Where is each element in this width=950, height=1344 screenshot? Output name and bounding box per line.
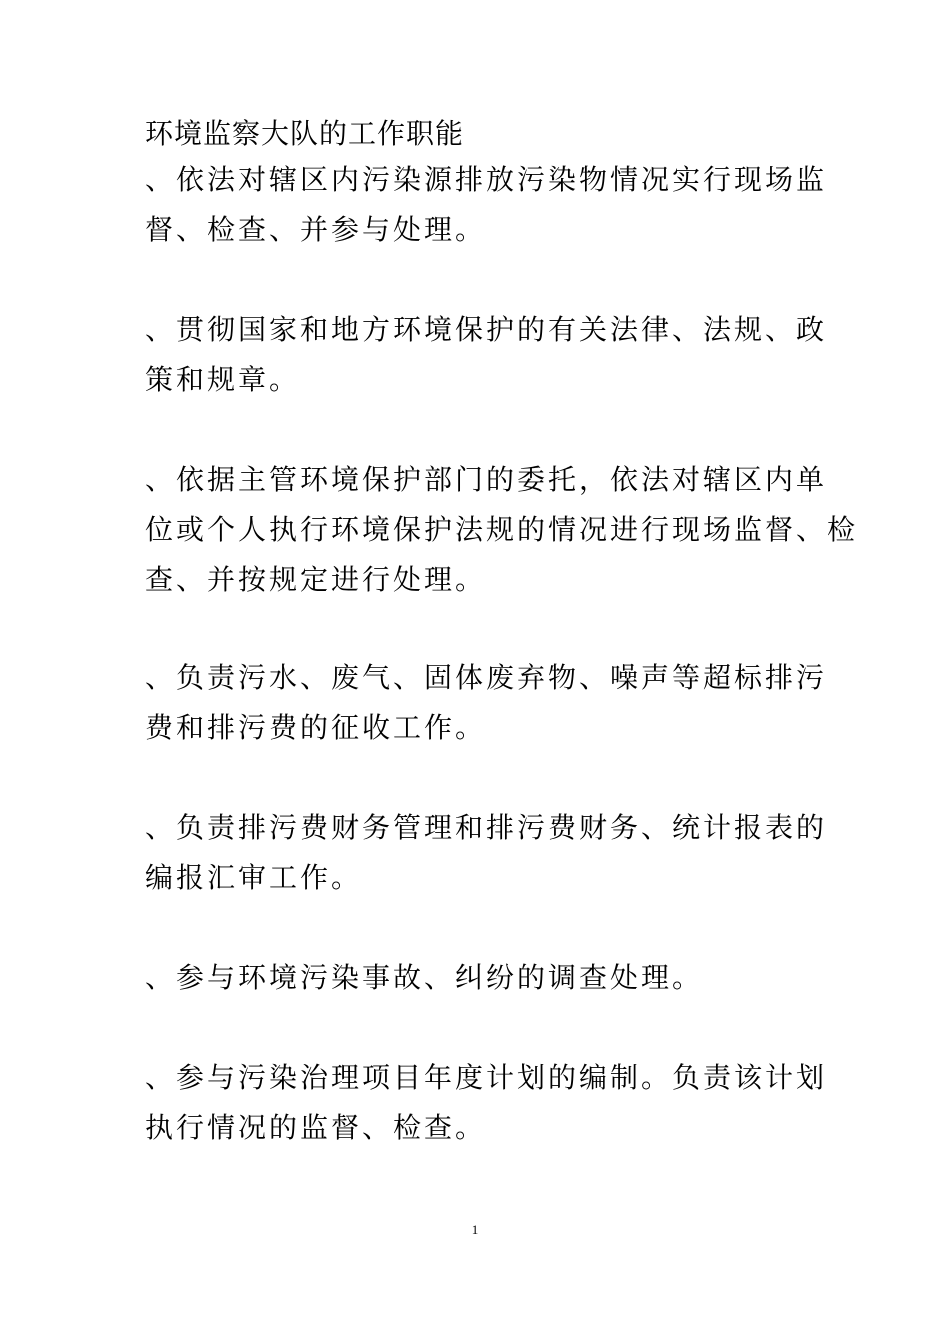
paragraph-line: 、参与环境污染事故、纠纷的调查处理。 [145, 961, 704, 994]
paragraph-line: 督、检查、并参与处理。 [145, 213, 487, 246]
paragraph-line: 执行情况的监督、检查。 [145, 1111, 487, 1144]
paragraph-line: 编报汇审工作。 [145, 861, 363, 894]
paragraph-line: 、负责污水、废气、固体废弃物、噪声等超标排污 [145, 661, 828, 694]
paragraph-line: 位或个人执行环境保护法规的情况进行现场监督、检 [145, 513, 859, 546]
paragraph-line: 、负责排污费财务管理和排污费财务、统计报表的 [145, 811, 828, 844]
paragraph-line: 费和排污费的征收工作。 [145, 711, 487, 744]
paragraph-7 [145, 1053, 828, 1153]
paragraph-3 [145, 455, 859, 605]
page-number: 1 [471, 1222, 479, 1237]
paragraph-6 [145, 953, 815, 1003]
paragraph-1 [145, 155, 828, 255]
paragraph-line: 、参与污染治理项目年度计划的编制。负责该计划 [145, 1061, 828, 1094]
paragraph-line: 、依据主管环境保护部门的委托，依法对辖区内单 [145, 463, 828, 496]
paragraph-line: 查、并按规定进行处理。 [145, 563, 487, 596]
paragraph-5 [145, 803, 828, 903]
paragraph-2 [145, 305, 828, 405]
document-title: 环境监察大队的工作职能 [145, 117, 465, 150]
paragraph-line: 、依法对辖区内污染源排放污染物情况实行现场监 [145, 163, 828, 196]
paragraph-line: 、贯彻国家和地方环境保护的有关法律、法规、政 [145, 313, 828, 346]
paragraph-4 [145, 653, 828, 753]
paragraph-line: 策和规章。 [145, 363, 301, 396]
